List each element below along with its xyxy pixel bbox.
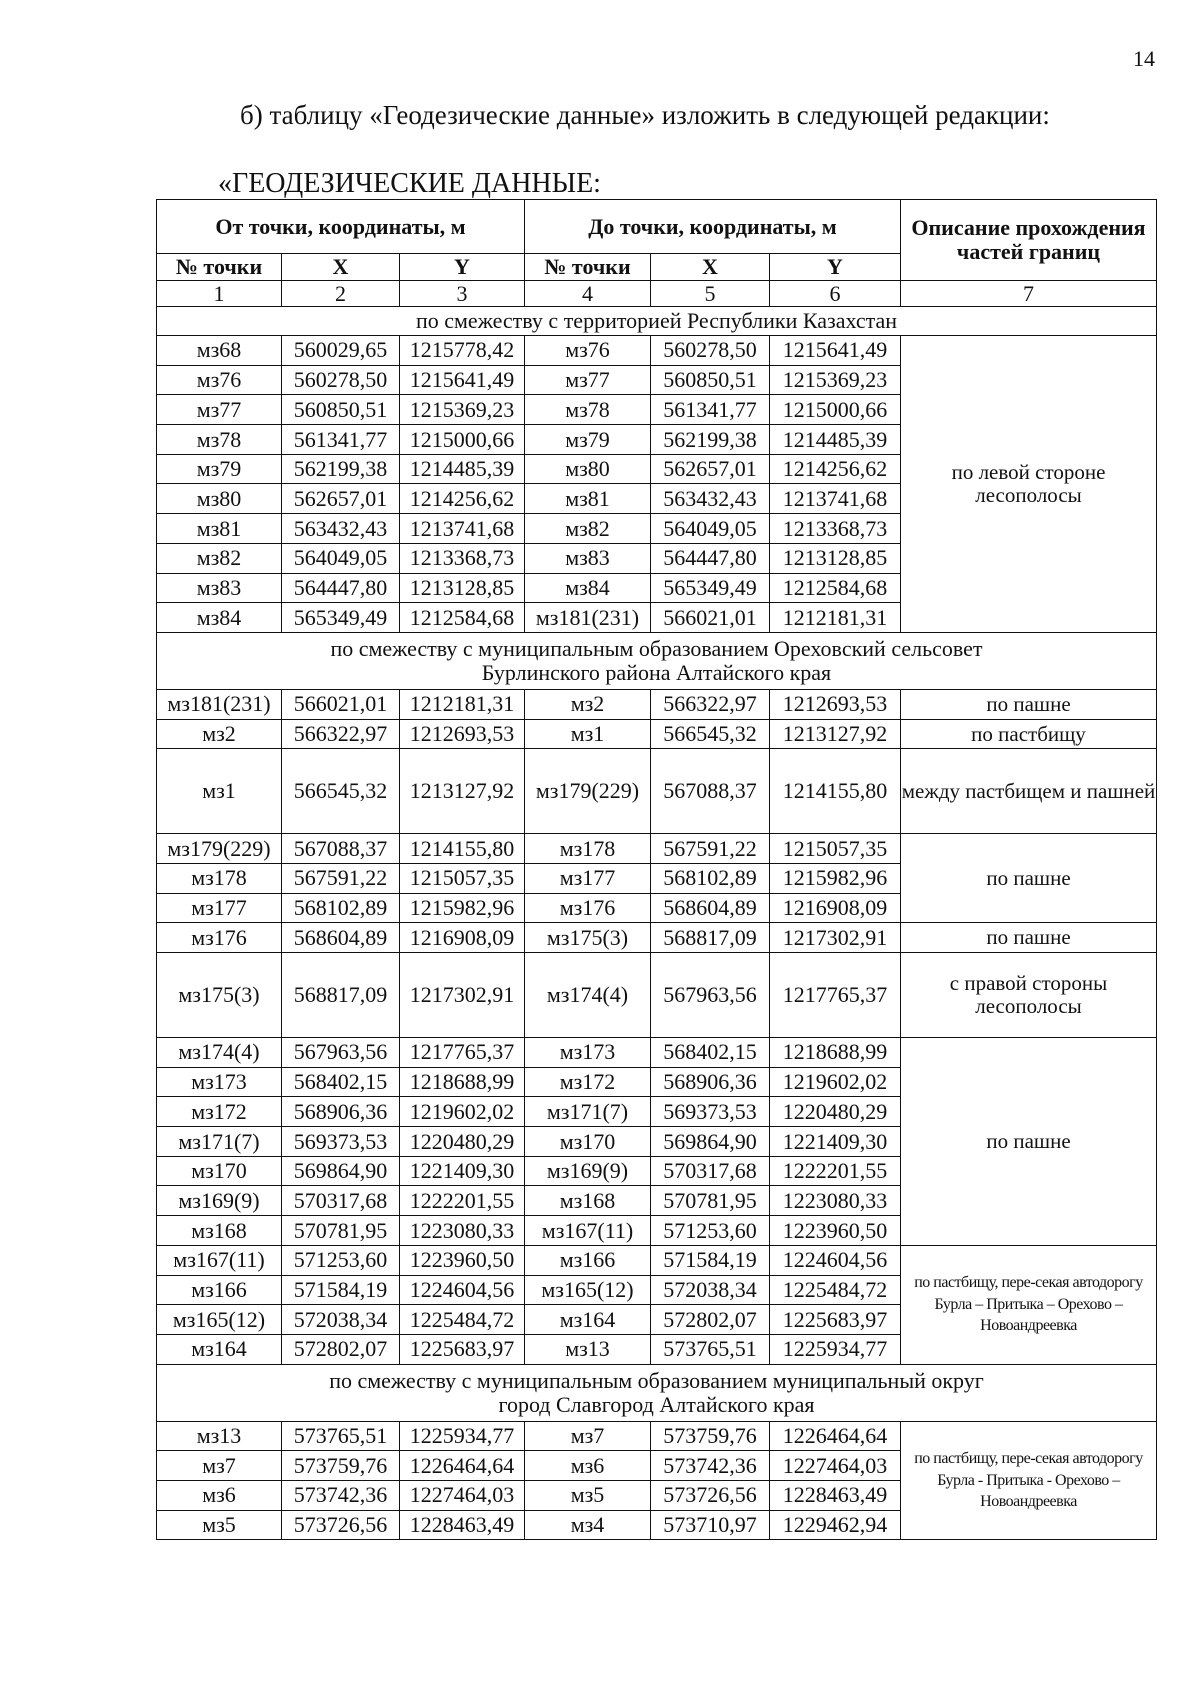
cell-description: по пашне [901,689,1157,719]
cell-from-x: 567963,56 [282,1038,400,1068]
cell-to-y: 1213741,68 [770,484,901,514]
cell-from-point: мз178 [157,863,282,893]
header-to-y: Y [770,254,901,281]
cell-from-x: 568402,15 [282,1067,400,1097]
cell-to-x: 568817,09 [651,923,770,953]
section-title [157,632,1157,689]
cell-to-point: мз176 [525,893,651,923]
cell-to-point: мз6 [525,1451,651,1481]
cell-from-point: мз181(231) [157,689,282,719]
cell-to-x: 566021,01 [651,603,770,633]
cell-from-x: 560850,51 [282,395,400,425]
section-title-line: по смежеству с территорией Республики Казахстан [415,308,898,334]
cell-from-x: 566021,01 [282,689,400,719]
cell-to-y: 1226464,64 [770,1421,901,1451]
section-title-line: по смежеству с муниципальным образованием муниципальный округ [329,1367,984,1393]
cell-from-y: 1215369,23 [400,395,525,425]
cell-from-point: мз81 [157,514,282,544]
section-title-line: город Славгород Алтайского края [498,1391,815,1417]
cell-to-point: мз165(12) [525,1275,651,1305]
cell-to-x: 572038,34 [651,1275,770,1305]
cell-from-y: 1216908,09 [400,923,525,953]
cell-to-x: 566545,32 [651,719,770,749]
cell-to-point: мз175(3) [525,923,651,953]
cell-to-point: мз166 [525,1245,651,1275]
cell-to-x: 567591,22 [651,834,770,864]
cell-to-y: 1213128,85 [770,543,901,573]
cell-to-x: 568604,89 [651,893,770,923]
header-to-point: № точки [525,254,651,281]
cell-from-point: мз13 [157,1421,282,1451]
cell-description: по пастбищу, пере-секая автодорогу Бурла - Притыка - Орехово – Новоандреевка [901,1421,1157,1540]
cell-from-point: мз170 [157,1156,282,1186]
cell-to-x: 573710,97 [651,1510,770,1540]
cell-to-y: 1217765,37 [770,953,901,1038]
cell-from-y: 1224604,56 [400,1275,525,1305]
cell-description: с правой стороны лесополосы [901,953,1157,1038]
cell-from-x: 560029,65 [282,336,400,366]
cell-to-point: мз164 [525,1305,651,1335]
cell-from-y: 1219602,02 [400,1097,525,1127]
table-row [157,923,1157,953]
cell-to-point: мз2 [525,689,651,719]
cell-to-point: мз168 [525,1186,651,1216]
cell-to-y: 1214485,39 [770,425,901,455]
cell-to-x: 567088,37 [651,749,770,834]
cell-description: по левой стороне лесополосы [901,336,1157,633]
cell-description: между пастбищем и пашней [901,749,1157,834]
table-row [157,336,1157,366]
cell-to-point: мз83 [525,543,651,573]
cell-to-point: мз5 [525,1480,651,1510]
cell-from-y: 1222201,55 [400,1186,525,1216]
cell-to-x: 569373,53 [651,1097,770,1127]
cell-to-x: 560278,50 [651,336,770,366]
cell-from-y: 1215000,66 [400,425,525,455]
cell-to-y: 1215369,23 [770,365,901,395]
table-row [157,1245,1157,1275]
cell-to-point: мз79 [525,425,651,455]
cell-to-x: 568402,15 [651,1038,770,1068]
cell-from-point: мз173 [157,1067,282,1097]
cell-from-x: 572038,34 [282,1305,400,1335]
cell-from-x: 566545,32 [282,749,400,834]
cell-from-y: 1215778,42 [400,336,525,366]
cell-to-point: мз76 [525,336,651,366]
cell-from-y: 1213368,73 [400,543,525,573]
column-number: 6 [770,281,901,307]
cell-to-y: 1219602,02 [770,1067,901,1097]
cell-from-point: мз7 [157,1451,282,1481]
page-number: 14 [1133,46,1155,71]
cell-from-point: мз79 [157,454,282,484]
cell-to-point: мз4 [525,1510,651,1540]
cell-from-point: мз80 [157,484,282,514]
column-number: 1 [157,281,282,307]
cell-from-y: 1212693,53 [400,719,525,749]
column-number: 5 [651,281,770,307]
cell-to-y: 1220480,29 [770,1097,901,1127]
cell-from-point: мз164 [157,1334,282,1364]
cell-to-point: мз169(9) [525,1156,651,1186]
cell-to-y: 1225484,72 [770,1275,901,1305]
table-row [157,719,1157,749]
cell-from-y: 1218688,99 [400,1067,525,1097]
cell-to-y: 1212584,68 [770,573,901,603]
cell-from-x: 564447,80 [282,573,400,603]
cell-from-x: 568604,89 [282,923,400,953]
cell-to-point: мз84 [525,573,651,603]
cell-from-point: мз77 [157,395,282,425]
cell-from-x: 565349,49 [282,603,400,633]
cell-to-y: 1217302,91 [770,923,901,953]
cell-to-y: 1221409,30 [770,1127,901,1157]
cell-from-y: 1214485,39 [400,454,525,484]
cell-from-y: 1223080,33 [400,1216,525,1246]
cell-to-x: 561341,77 [651,395,770,425]
section-header-row [157,1364,1157,1421]
cell-from-x: 564049,05 [282,543,400,573]
table-row [157,1421,1157,1451]
cell-from-x: 562199,38 [282,454,400,484]
cell-to-x: 565349,49 [651,573,770,603]
cell-from-point: мз165(12) [157,1305,282,1335]
cell-to-y: 1214155,80 [770,749,901,834]
header-from: От точки, координаты, м [157,200,525,254]
cell-to-y: 1215982,96 [770,863,901,893]
cell-to-point: мз170 [525,1127,651,1157]
header-from-y: Y [400,254,525,281]
cell-to-x: 571253,60 [651,1216,770,1246]
cell-from-x: 573765,51 [282,1421,400,1451]
cell-from-point: мз167(11) [157,1245,282,1275]
cell-to-x: 571584,19 [651,1245,770,1275]
cell-from-y: 1225484,72 [400,1305,525,1335]
cell-to-y: 1224604,56 [770,1245,901,1275]
column-number: 4 [525,281,651,307]
cell-to-point: мз172 [525,1067,651,1097]
cell-to-x: 568102,89 [651,863,770,893]
header-from-x: X [282,254,400,281]
cell-to-x: 573759,76 [651,1421,770,1451]
cell-from-point: мз1 [157,749,282,834]
cell-to-point: мз179(229) [525,749,651,834]
cell-from-y: 1225683,97 [400,1334,525,1364]
cell-to-x: 567963,56 [651,953,770,1038]
cell-from-point: мз82 [157,543,282,573]
cell-from-point: мз84 [157,603,282,633]
cell-to-x: 563432,43 [651,484,770,514]
cell-to-x: 562657,01 [651,454,770,484]
cell-from-x: 568817,09 [282,953,400,1038]
column-number-row [157,281,1157,307]
cell-to-point: мз173 [525,1038,651,1068]
cell-to-y: 1223080,33 [770,1186,901,1216]
header-description: Описание прохождения частей границ [901,200,1157,281]
cell-from-x: 562657,01 [282,484,400,514]
cell-description: по пашне [901,834,1157,923]
cell-from-x: 560278,50 [282,365,400,395]
cell-from-point: мз176 [157,923,282,953]
cell-from-y: 1217302,91 [400,953,525,1038]
table-title: «ГЕОДЕЗИЧЕСКИЕ ДАННЫЕ: [218,168,601,199]
cell-from-point: мз177 [157,893,282,923]
table-row [157,749,1157,834]
cell-to-point: мз181(231) [525,603,651,633]
table-row [157,689,1157,719]
cell-to-y: 1212693,53 [770,689,901,719]
cell-from-y: 1213741,68 [400,514,525,544]
cell-from-x: 573726,56 [282,1510,400,1540]
cell-from-y: 1226464,64 [400,1451,525,1481]
cell-from-x: 568102,89 [282,893,400,923]
cell-from-point: мз166 [157,1275,282,1305]
cell-to-x: 573765,51 [651,1334,770,1364]
cell-to-x: 562199,38 [651,425,770,455]
cell-to-y: 1213368,73 [770,514,901,544]
cell-to-y: 1223960,50 [770,1216,901,1246]
cell-from-x: 569373,53 [282,1127,400,1157]
table-row [157,1038,1157,1068]
cell-to-point: мз177 [525,863,651,893]
cell-from-point: мз168 [157,1216,282,1246]
cell-to-x: 564447,80 [651,543,770,573]
cell-from-y: 1221409,30 [400,1156,525,1186]
cell-from-y: 1217765,37 [400,1038,525,1068]
cell-from-y: 1214256,62 [400,484,525,514]
cell-from-point: мз2 [157,719,282,749]
cell-to-x: 566322,97 [651,689,770,719]
cell-to-y: 1225934,77 [770,1334,901,1364]
cell-from-y: 1228463,49 [400,1510,525,1540]
cell-description: по пашне [901,1038,1157,1246]
cell-to-y: 1213127,92 [770,719,901,749]
header-to: До точки, координаты, м [525,200,901,254]
section-title-line: по смежеству с муниципальным образованием Ореховский сельсовет [330,636,983,662]
cell-to-point: мз77 [525,365,651,395]
section-title [157,1364,1157,1421]
cell-to-x: 573726,56 [651,1480,770,1510]
cell-from-x: 568906,36 [282,1097,400,1127]
cell-from-x: 572802,07 [282,1334,400,1364]
cell-to-x: 568906,36 [651,1067,770,1097]
cell-to-point: мз7 [525,1421,651,1451]
header-from-point: № точки [157,254,282,281]
cell-from-y: 1212584,68 [400,603,525,633]
cell-to-x: 560850,51 [651,365,770,395]
cell-from-x: 569864,90 [282,1156,400,1186]
table-row [157,953,1157,1038]
cell-from-point: мз175(3) [157,953,282,1038]
header-row-group [157,200,1157,254]
cell-from-y: 1213128,85 [400,573,525,603]
cell-to-y: 1225683,97 [770,1305,901,1335]
section-header-row [157,307,1157,336]
column-number: 3 [400,281,525,307]
cell-to-y: 1214256,62 [770,454,901,484]
cell-to-x: 564049,05 [651,514,770,544]
cell-from-x: 571253,60 [282,1245,400,1275]
cell-to-x: 573742,36 [651,1451,770,1481]
column-number: 7 [901,281,1157,307]
cell-to-point: мз1 [525,719,651,749]
cell-from-x: 570317,68 [282,1186,400,1216]
section-title-line: Бурлинского района Алтайского края [481,659,832,685]
cell-from-y: 1227464,03 [400,1480,525,1510]
cell-from-y: 1223960,50 [400,1245,525,1275]
cell-from-x: 570781,95 [282,1216,400,1246]
cell-from-point: мз174(4) [157,1038,282,1068]
cell-from-point: мз169(9) [157,1186,282,1216]
cell-from-point: мз76 [157,365,282,395]
cell-from-point: мз179(229) [157,834,282,864]
cell-from-y: 1215982,96 [400,893,525,923]
cell-description: по пастбищу [901,719,1157,749]
cell-to-point: мз171(7) [525,1097,651,1127]
cell-to-point: мз80 [525,454,651,484]
cell-to-point: мз174(4) [525,953,651,1038]
cell-from-x: 566322,97 [282,719,400,749]
section-header-row [157,632,1157,689]
cell-to-x: 569864,90 [651,1127,770,1157]
cell-to-y: 1228463,49 [770,1480,901,1510]
cell-from-x: 561341,77 [282,425,400,455]
cell-to-y: 1218688,99 [770,1038,901,1068]
cell-from-y: 1212181,31 [400,689,525,719]
cell-description: по пашне [901,923,1157,953]
section-title [157,307,1157,336]
table-row [157,834,1157,864]
cell-from-point: мз171(7) [157,1127,282,1157]
cell-to-point: мз178 [525,834,651,864]
cell-from-y: 1220480,29 [400,1127,525,1157]
cell-to-y: 1222201,55 [770,1156,901,1186]
geodetic-data-table [156,199,1157,1540]
cell-from-x: 567088,37 [282,834,400,864]
cell-to-y: 1215057,35 [770,834,901,864]
cell-from-x: 563432,43 [282,514,400,544]
cell-from-y: 1213127,92 [400,749,525,834]
cell-description: по пастбищу, пере-секая автодорогу Бурла – Притыка – Орехово – Новоандреевка [901,1245,1157,1364]
cell-to-point: мз13 [525,1334,651,1364]
cell-to-point: мз78 [525,395,651,425]
cell-from-point: мз6 [157,1480,282,1510]
cell-from-point: мз83 [157,573,282,603]
cell-from-x: 573742,36 [282,1480,400,1510]
cell-from-y: 1215057,35 [400,863,525,893]
cell-to-x: 572802,07 [651,1305,770,1335]
cell-to-y: 1215641,49 [770,336,901,366]
cell-to-x: 570317,68 [651,1156,770,1186]
header-to-x: X [651,254,770,281]
cell-from-y: 1215641,49 [400,365,525,395]
cell-to-point: мз81 [525,484,651,514]
cell-from-point: мз78 [157,425,282,455]
cell-to-point: мз82 [525,514,651,544]
cell-from-y: 1214155,80 [400,834,525,864]
cell-from-x: 573759,76 [282,1451,400,1481]
cell-from-point: мз172 [157,1097,282,1127]
intro-text: б) таблицу «Геодезические данные» изложить в следующей редакции: [240,100,1050,130]
cell-from-y: 1225934,77 [400,1421,525,1451]
cell-from-x: 567591,22 [282,863,400,893]
cell-to-point: мз167(11) [525,1216,651,1246]
cell-from-x: 571584,19 [282,1275,400,1305]
cell-to-y: 1212181,31 [770,603,901,633]
cell-to-y: 1216908,09 [770,893,901,923]
cell-to-y: 1215000,66 [770,395,901,425]
cell-to-x: 570781,95 [651,1186,770,1216]
cell-to-y: 1229462,94 [770,1510,901,1540]
column-number: 2 [282,281,400,307]
cell-from-point: мз68 [157,336,282,366]
cell-to-y: 1227464,03 [770,1451,901,1481]
cell-from-point: мз5 [157,1510,282,1540]
